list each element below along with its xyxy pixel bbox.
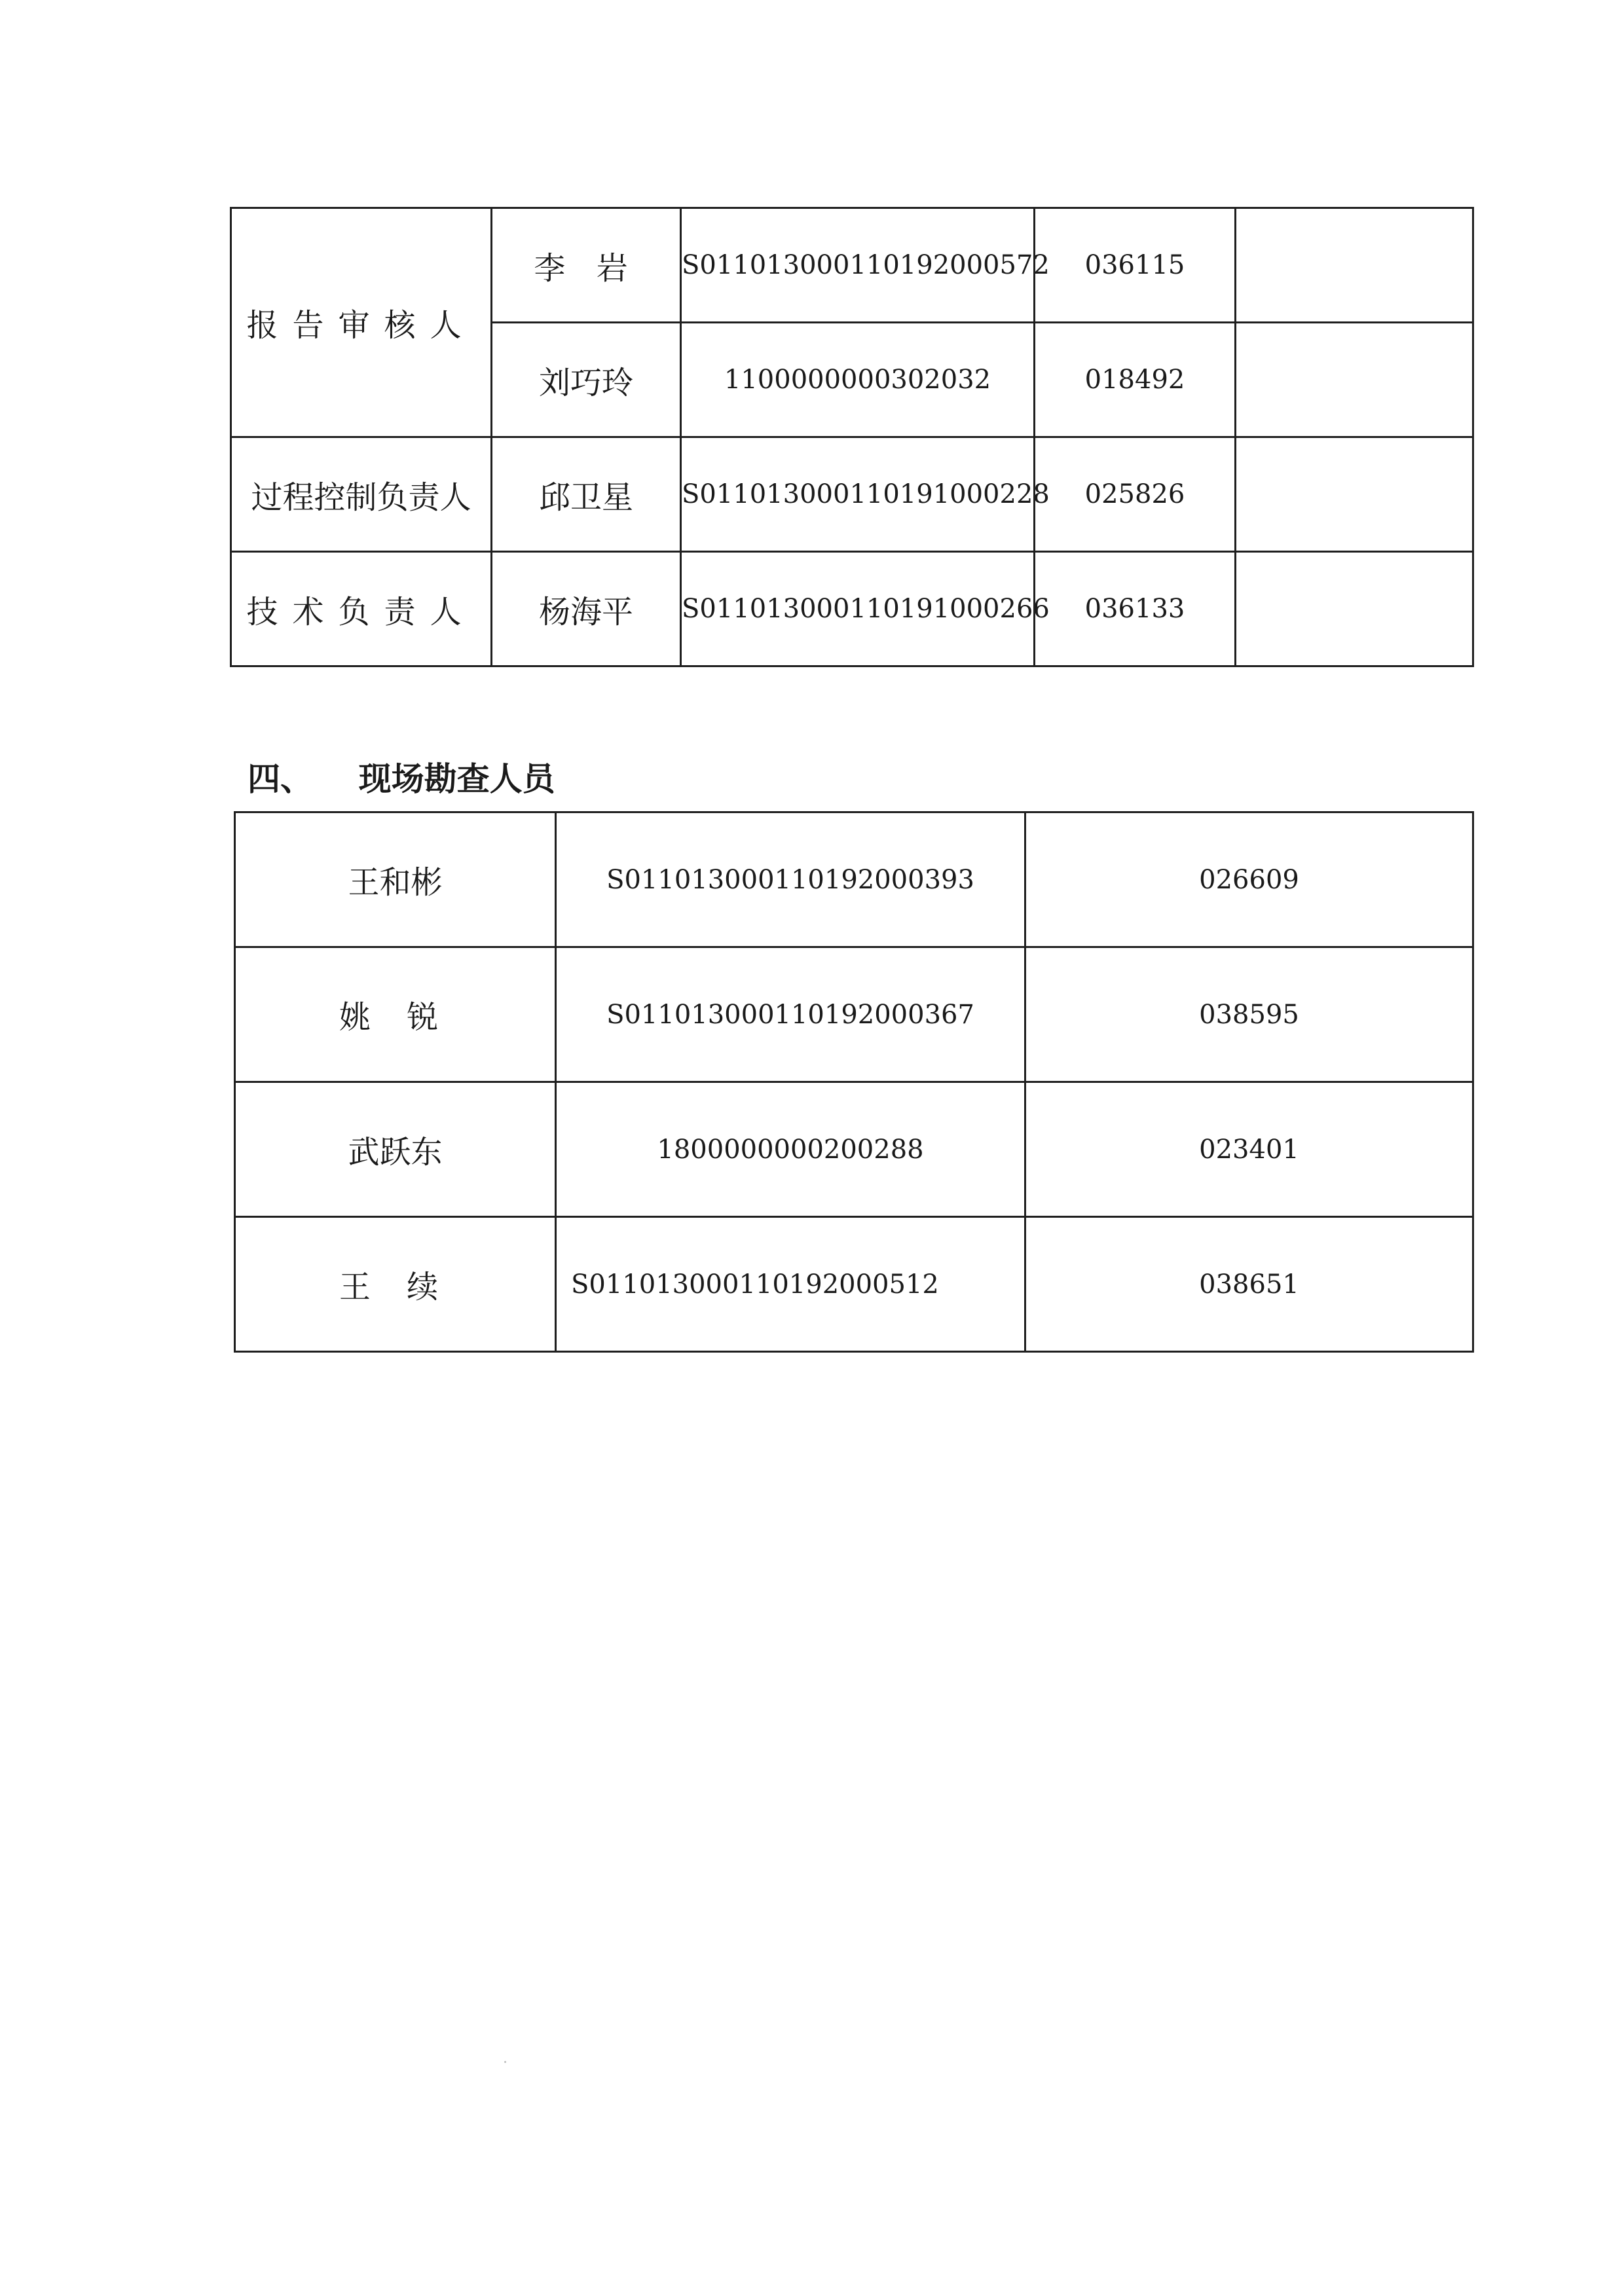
table-row bbox=[235, 1082, 1473, 1217]
role-cell bbox=[231, 208, 492, 437]
signature-cell bbox=[1236, 437, 1473, 552]
name-cell bbox=[492, 552, 681, 666]
section-heading: 四、 现场勘查人员 bbox=[248, 760, 555, 798]
person-name: 王和彬 bbox=[348, 864, 443, 901]
certificate-number: S011013000110192000572 bbox=[682, 250, 1050, 280]
certificate-number: S011013000110192000393 bbox=[606, 864, 974, 895]
id-cell bbox=[1025, 1217, 1473, 1352]
id-number: 018492 bbox=[1084, 365, 1185, 395]
id-number: 038651 bbox=[1199, 1269, 1299, 1300]
person-name: 李 岩 bbox=[534, 249, 638, 287]
certificate-number: S011013000110191000266 bbox=[682, 594, 1050, 624]
certificate-number: 1800000000200288 bbox=[657, 1134, 924, 1165]
name-cell bbox=[235, 947, 556, 1082]
id-number: 025826 bbox=[1084, 479, 1185, 509]
id-cell bbox=[1035, 552, 1236, 666]
table-row bbox=[231, 208, 1473, 323]
person-name: 武跃东 bbox=[348, 1134, 443, 1171]
name-cell bbox=[235, 1082, 556, 1217]
signatory-table bbox=[230, 207, 1474, 667]
signature-cell bbox=[1236, 552, 1473, 666]
id-cell bbox=[1035, 323, 1236, 437]
certificate-number: S011013000110192000367 bbox=[606, 999, 974, 1030]
role-cell bbox=[231, 437, 492, 552]
person-name: 王 续 bbox=[339, 1269, 452, 1305]
table-row bbox=[231, 552, 1473, 666]
certificate-number: S011013000110192000512 bbox=[571, 1269, 939, 1300]
signature-cell bbox=[1236, 323, 1473, 437]
id-cell bbox=[1025, 1082, 1473, 1217]
person-name: 邱卫星 bbox=[538, 479, 633, 516]
role-cell bbox=[231, 552, 492, 666]
certificate-cell bbox=[556, 1217, 1025, 1352]
id-number: 036115 bbox=[1084, 250, 1185, 280]
name-cell bbox=[235, 1217, 556, 1352]
role-label: 技术负责人 bbox=[246, 593, 476, 630]
id-number: 038595 bbox=[1199, 999, 1299, 1030]
table-row bbox=[235, 812, 1473, 947]
person-name: 杨海平 bbox=[538, 593, 633, 630]
name-cell bbox=[492, 323, 681, 437]
certificate-cell bbox=[681, 437, 1050, 552]
certificate-cell bbox=[556, 1082, 1025, 1217]
certificate-cell bbox=[556, 947, 1025, 1082]
role-label: 报告审核人 bbox=[246, 307, 476, 344]
name-cell bbox=[235, 812, 556, 947]
table-row bbox=[235, 947, 1473, 1082]
certificate-number: 1100000000302032 bbox=[724, 365, 991, 395]
id-number: 023401 bbox=[1199, 1134, 1299, 1165]
table-row bbox=[235, 1217, 1473, 1352]
surveyor-table bbox=[234, 811, 1474, 1353]
id-number: 036133 bbox=[1084, 594, 1185, 624]
id-cell bbox=[1025, 812, 1473, 947]
person-name: 姚 锐 bbox=[339, 999, 452, 1036]
person-name: 刘巧玲 bbox=[538, 364, 633, 401]
name-cell bbox=[492, 208, 681, 323]
table-row bbox=[231, 437, 1473, 552]
id-cell bbox=[1035, 208, 1236, 323]
role-label: 过程控制负责人 bbox=[251, 479, 471, 516]
certificate-cell bbox=[681, 208, 1050, 323]
name-cell bbox=[492, 437, 681, 552]
certificate-cell bbox=[681, 552, 1050, 666]
signature-cell bbox=[1236, 208, 1473, 323]
id-cell bbox=[1025, 947, 1473, 1082]
id-cell bbox=[1035, 437, 1236, 552]
scan-speck bbox=[504, 2061, 506, 2063]
certificate-number: S011013000110191000228 bbox=[682, 479, 1050, 509]
id-number: 026609 bbox=[1199, 864, 1299, 895]
certificate-cell bbox=[681, 323, 1035, 437]
certificate-cell bbox=[556, 812, 1025, 947]
